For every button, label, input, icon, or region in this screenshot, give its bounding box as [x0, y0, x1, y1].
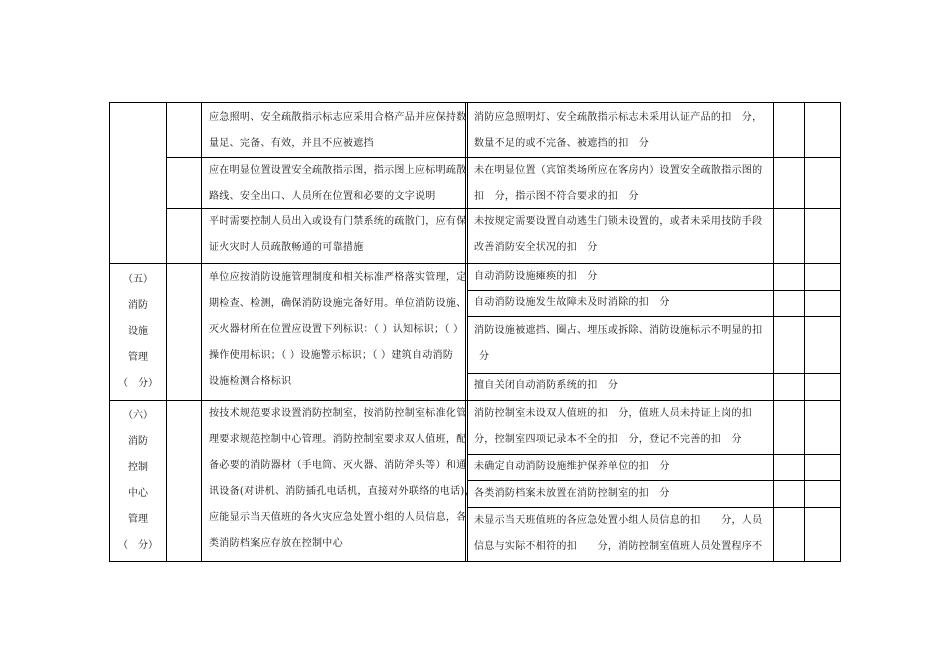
requirement-text: 路线、安全出口、人员所在位置和必要的文字说明 — [209, 191, 436, 202]
deduction-text: 数量不足的或不完备、被遮挡的扣 分 — [474, 138, 650, 149]
section5-category — [110, 267, 166, 397]
requirement-text: 单位应按消防设施管理制度和相关标准严格落实管理，定 — [209, 272, 467, 283]
requirement-text: 按技术规范要求设置消防控制室，按消防控制室标准化管 — [209, 408, 467, 419]
deduction-text: 擅自关闭自动消防系统的扣 分 — [474, 380, 619, 391]
category-text: 消防 — [128, 299, 148, 311]
deduction-text: 消防设施被遮挡、圈占、埋压或拆除、消防设施标示不明显的扣 — [474, 325, 763, 336]
category-text: （ 分） — [118, 377, 158, 389]
category-text: （六） — [123, 409, 153, 421]
column-border — [840, 102, 841, 561]
requirement-text: 操作使用标识；（ ）设施警示标识；（ ）建筑自动消防 — [209, 350, 454, 361]
sub-row-border — [467, 316, 840, 317]
column-border — [166, 102, 167, 561]
table-top-border — [109, 102, 841, 103]
requirement-text: 理要求规范控制中心管理。消防控制室要求双人值班，配 — [209, 434, 467, 445]
column-border — [804, 102, 805, 561]
category-text: 设施 — [128, 325, 148, 337]
deduction-text: 改善消防安全状况的扣 分 — [474, 242, 598, 253]
deduction-text: 消防应急照明灯、安全疏散指示标志未采用认证产品的扣 分， — [474, 112, 763, 123]
category-text: 中心 — [128, 487, 148, 499]
requirement-text: 备必要的消防器材（手电筒、灭火器、消防斧头等）和通 — [209, 460, 467, 471]
deduction-text: 自动消防设施发生故障未及时消除的扣 分 — [474, 297, 670, 308]
requirement-text: 应急照明、安全疏散指示标志应采用合格产品并应保持数 — [209, 112, 467, 123]
category-text: 控制 — [128, 461, 148, 473]
deduction-text: 消防控制室未设双人值班的扣 分，值班人员未持证上岗的扣 — [474, 408, 753, 419]
requirement-text: 应在明显位置设置安全疏散指示图，指示图上应标明疏散 — [209, 165, 467, 176]
deduction-text: 信息与实际不相符的扣 分，消防控制室值班人员处置程序不 — [474, 541, 763, 552]
table-bottom-border — [109, 561, 841, 562]
category-text: （ 分） — [118, 539, 158, 551]
deduction-text: 分，控制室四项记录本不全的扣 分，登记不完善的扣 分 — [474, 434, 742, 445]
deduction-text: 未确定自动消防设施维护保养单位的扣 分 — [474, 461, 670, 472]
requirement-text: 期检查、检测，确保消防设施完备好用。单位消防设施、 — [209, 298, 467, 309]
requirement-text: 灭火器材所在位置应设置下列标识：（ ）认知标识；（ ） — [209, 324, 464, 335]
deduction-text: 未按规定需要设置自动逃生门锁未设置的，或者未采用技防手段 — [474, 216, 763, 227]
requirement-text: 平时需要控制人员出入或设有门禁系统的疏散门，应有保 — [209, 216, 467, 227]
deduction-text: 各类消防档案未放置在消防控制室的扣 分 — [474, 488, 670, 499]
deduction-text: 自动消防设施瘫痪的扣 分 — [474, 271, 598, 282]
requirement-text: 证火灾时人员疏散畅通的可靠措施 — [209, 242, 364, 253]
category-text: 消防 — [128, 435, 148, 447]
category-text: 管理 — [128, 513, 148, 525]
deduction-text: 分 — [479, 351, 490, 362]
requirement-text: 设施检测合格标识 — [209, 376, 292, 387]
requirement-text: 量足、完备、有效，并且不应被遮挡 — [209, 138, 374, 149]
column-border — [201, 102, 202, 561]
category-text: 管理 — [128, 351, 148, 363]
deduction-text: 未在明显位置（宾馆类场所应在客房内）设置安全疏散指示图的 — [474, 165, 763, 176]
requirement-text: 应能显示当天值班的各火灾应急处置小组的人员信息，各 — [209, 512, 467, 523]
deduction-text: 扣 分，指示图不符合要求的扣 分 — [474, 191, 639, 202]
requirement-text: 讯设备(对讲机、消防插孔电话机，直接对外联络的电话)， — [209, 486, 475, 497]
section6-category — [110, 403, 166, 559]
requirement-text: 类消防档案应存放在控制中心 — [209, 538, 343, 549]
column-border — [773, 102, 774, 561]
category-text: （五） — [123, 273, 153, 285]
deduction-text: 未显示当天班值班的各应急处置小组人员信息的扣 分，人员 — [474, 515, 763, 526]
